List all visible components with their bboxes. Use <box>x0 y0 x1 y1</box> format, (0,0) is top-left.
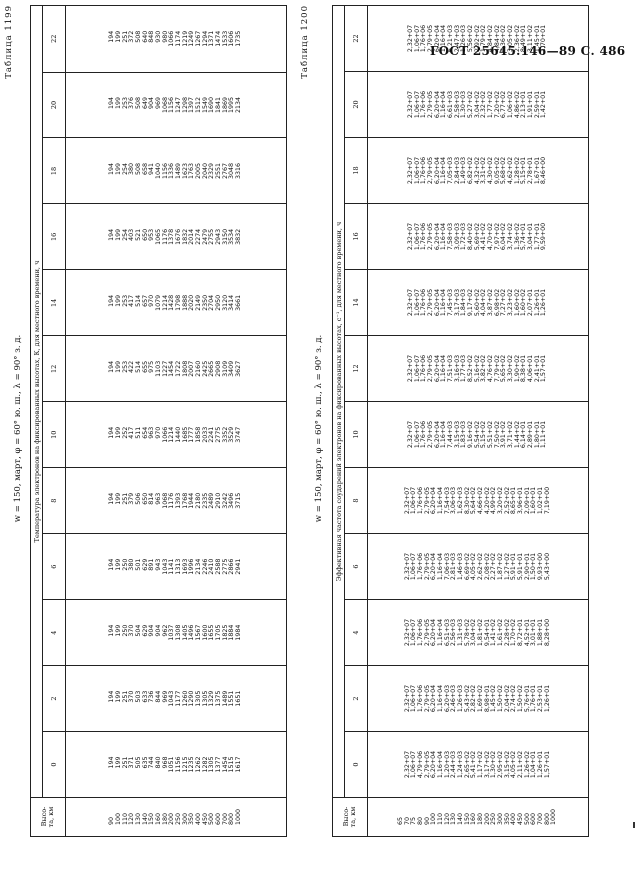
hour-header: 4 <box>345 600 368 666</box>
altitude-column: 65 70 75 80 90 100 110 120 130 140 150 160 180 200 250 300 350 400 450 500 600 700 800 1000 <box>368 798 589 837</box>
value-column: 194 199 250 380 501 629 891 943 1043 1141 1313 1693 1996 2134 2246 2410 2588 2775 2866 2941 <box>66 534 287 600</box>
hour-header: 14 <box>345 270 368 336</box>
altitude-column: 90 100 110 120 130 140 150 160 180 200 250 300 350 400 450 500 600 700 800 1000 <box>66 798 287 837</box>
hour-header: 22 <box>43 6 66 73</box>
table-1199-title: w = 150, март, φ = 60° ю. ш., λ = 90° з. д. <box>13 334 23 523</box>
margin-mark <box>633 822 635 828</box>
hour-header: 0 <box>345 732 368 798</box>
hour-header: 8 <box>345 468 368 534</box>
value-column: 2,32+07 1,06+07 1,76+06 2,79+05 6,20+04 1,16+04 7,44+03 3,15+03 1,83+03 9,16+02 5,54+02 5,15+02 5,51+02 7,50+02 3,91+02 3,71+02 1,44+02 6,14+01 2,89+01 1,80+01 1,11+01 <box>368 402 589 468</box>
table-1199-caption: Температура электронов на фиксированных высотах, К, для местного времени, ч <box>31 6 43 798</box>
hour-header: 10 <box>43 402 66 468</box>
value-column: 2,32+07 1,06+07 1,76+06 2,79+05 6,20+04 1,16+04 6,20+03 2,46+03 1,26+03 5,43+02 2,82+02 1,69+02 8,98+01 1,45+02 1,50+02 2,04+02 2,74+02 1,50+02 5,76+01 1,76+01 2,53+01 1,26+01 <box>368 666 589 732</box>
table-1200-title: w = 150, март, φ = 60° ю. ш., λ = 90° з. д. <box>314 334 324 523</box>
hour-header: 12 <box>43 336 66 402</box>
hour-header: 8 <box>43 468 66 534</box>
value-column: 194 199 252 417 511 654 963 970 1066 1214 1440 1685 1777 1858 2033 2241 2775 3352 3529 3747 <box>66 402 287 468</box>
hour-header: 6 <box>43 534 66 600</box>
value-column: 2,32+07 1,06+07 1,76+06 2,79+05 6,20+04 1,16+04 7,51+03 3,16+03 1,77+03 8,52+02 5,16+02 3,82+02 4,76+02 7,79+02 5,65+02 3,30+02 1,90+02 8,38+01 4,06+01 2,41+01 1,57+01 <box>368 336 589 402</box>
table-1199 <box>30 5 287 837</box>
hour-header: 16 <box>43 204 66 270</box>
hour-header: 20 <box>43 72 66 138</box>
value-column: 194 199 251 372 508 640 848 930 980 1066 1174 1219 1249 1267 1294 1371 1474 1533 1606 1735 <box>66 6 287 73</box>
value-column: 2,32+07 1,06+07 1,76+06 2,79+05 6,20+04 1,16+04 7,54+03 3,06+03 1,62+03 8,30+02 5,64+02 4,66+02 4,20+02 4,99+02 3,20+02 2,52+02 8,65+01 3,96+01 2,09+01 1,60+01 1,02+01 7,19+00 <box>368 468 589 534</box>
value-column: 194 199 253 376 508 649 904 969 1068 1156 1247 1298 1397 1512 1549 1690 1841 1869 1995 2134 <box>66 72 287 138</box>
hour-header: 22 <box>345 6 368 72</box>
value-column: 194 199 250 370 504 629 904 904 962 1037 1308 1405 1496 1567 1600 1655 1705 1825 1884 1984 <box>66 600 287 666</box>
hour-header: 0 <box>43 732 66 798</box>
hour-header: 6 <box>345 534 368 600</box>
hour-header: 18 <box>345 138 368 204</box>
hour-header: 16 <box>345 204 368 270</box>
value-column: 194 199 254 380 508 658 941 1040 1156 1336 1489 1623 1763 2005 2040 2329 2551 2767 3048 3316 <box>66 138 287 204</box>
hour-header: 2 <box>43 666 66 732</box>
value-column: 2,32+07 1,06+07 1,76+06 2,79+05 6,20+04 1,16+04 7,58+03 3,09+03 1,72+03 8,40+02 5,69+02 4,41+02 4,70+02 7,97+02 6,04+02 3,74+02 1,36+02 5,74+01 3,04+01 1,77+01 9,59+00 <box>368 204 589 270</box>
value-column: 2,32+07 1,06+07 1,76+06 2,79+05 6,20+04 1,16+04 7,05+03 2,84+03 1,49+03 6,82+02 4,32+02 3,31+02 4,30+02 9,05+02 5,68+02 4,62+02 1,28+02 5,15+01 2,78+01 1,67+01 8,46+00 <box>368 138 589 204</box>
value-column: 194 199 254 403 521 650 953 1065 1176 1378 1676 1832 2014 2274 2479 2755 2943 3150 3534 3832 <box>66 204 287 270</box>
hour-header: 18 <box>43 138 66 204</box>
value-column: 2,32+07 1,06+07 1,76+06 2,79+05 6,20+04 1,16+04 7,45+03 3,17+03 1,84+03 9,17+02 5,60+02 4,04+02 3,87+02 6,98+02 7,27+02 3,23+02 1,60+02 1,60+02 2,07+01 1,26+01 1,26+01 <box>368 270 589 336</box>
value-column: 2,32+07 1,06+07 1,76+06 2,79+05 6,20+04 1,16+04 6,61+03 2,58+03 1,30+03 5,27+02 3,04+02 2,32+02 1,77+02 7,20+02 6,77+02 1,06+02 4,86+02 2,13+01 1,91+01 2,59+01 1,42+01 <box>368 72 589 138</box>
value-column: 194 199 251 370 503 633 736 844 969 1043 1177 1260 1290 1305 1305 1329 1375 1489 1551 1651 <box>66 666 287 732</box>
hour-header: 20 <box>345 72 368 138</box>
value-column: 194 199 253 417 514 657 970 1079 1214 1428 1798 1888 2020 2149 2350 2704 2950 3120 3414 3661 <box>66 270 287 336</box>
hour-header: 14 <box>43 270 66 336</box>
table-1200 <box>332 5 589 837</box>
table-1200-caption: Эффективная частота соударений электронов на фиксированных высотах, с⁻¹, для местного времени, ч <box>333 6 345 798</box>
altitude-header: Высо- та, км <box>31 798 66 837</box>
value-column: 194 199 251 371 505 635 744 840 968 1051 1156 1215 1235 1262 1282 1305 1377 1454 1515 1617 <box>66 732 287 798</box>
hour-header: 12 <box>345 336 368 402</box>
value-column: 194 199 251 379 506 650 814 963 1068 1176 1393 1768 1944 2180 2335 2489 2910 3242 3496 3715 <box>66 468 287 534</box>
altitude-header: Высо- та, км <box>333 798 368 837</box>
value-column: 194 199 253 422 514 655 975 1103 1227 1454 1722 1808 2007 2160 2425 2665 2908 3109 3409 3627 <box>66 336 287 402</box>
page-header: ГОСТ 25645.146—89 С. 486 <box>430 44 626 58</box>
value-column: 2,32+07 1,06+07 1,76+06 2,79+05 6,20+04 1,16+04 6,51+03 2,56+03 1,31+03 5,78+02 3,04+02 1,81+02 9,54+01 1,41+02 1,61+02 2,28+02 1,70+02 8,72+01 4,52+01 3,01+01 1,88+01 8,28+00 <box>368 600 589 666</box>
hour-header: 4 <box>43 600 66 666</box>
value-column: 2,32+07 1,06+07 4,79+06 2,79+05 6,20+04 1,16+04 1,20+03 2,44+03 1,24+03 2,65+02 5,41+02 1,17+02 3,17+02 1,30+02 2,95+02 3,15+02 4,05+02 2,11+02 1,26+02 1,04+01 1,26+01 1,57+01 <box>368 732 589 798</box>
hour-header: 10 <box>345 402 368 468</box>
value-column: 2,32+07 1,06+07 1,76+06 2,79+05 6,20+04 1,16+04 6,21+03 2,47+03 1,26+03 5,56+02 2,92+02 1,79+02 4,84+02 4,84+02 6,36+02 3,05+02 2,36+02 8,49+01 3,11+02 1,45+01 1,70+01 <box>368 6 589 72</box>
table-1199-number: Таблица 1199 <box>4 5 14 79</box>
value-column: 2,32+07 1,06+07 1,76+06 2,79+05 6,20+04 1,16+04 7,06+03 2,81+03 1,46+03 6,69+02 4,05+02 2,62+02 2,08+02 2,27+02 1,87+02 1,27+02 5,91+01 5,91+01 2,90+01 1,50+01 9,93+00 5,43+00 <box>368 534 589 600</box>
hour-header: 2 <box>345 666 368 732</box>
table-1200-number: Таблица 1200 <box>300 5 310 79</box>
